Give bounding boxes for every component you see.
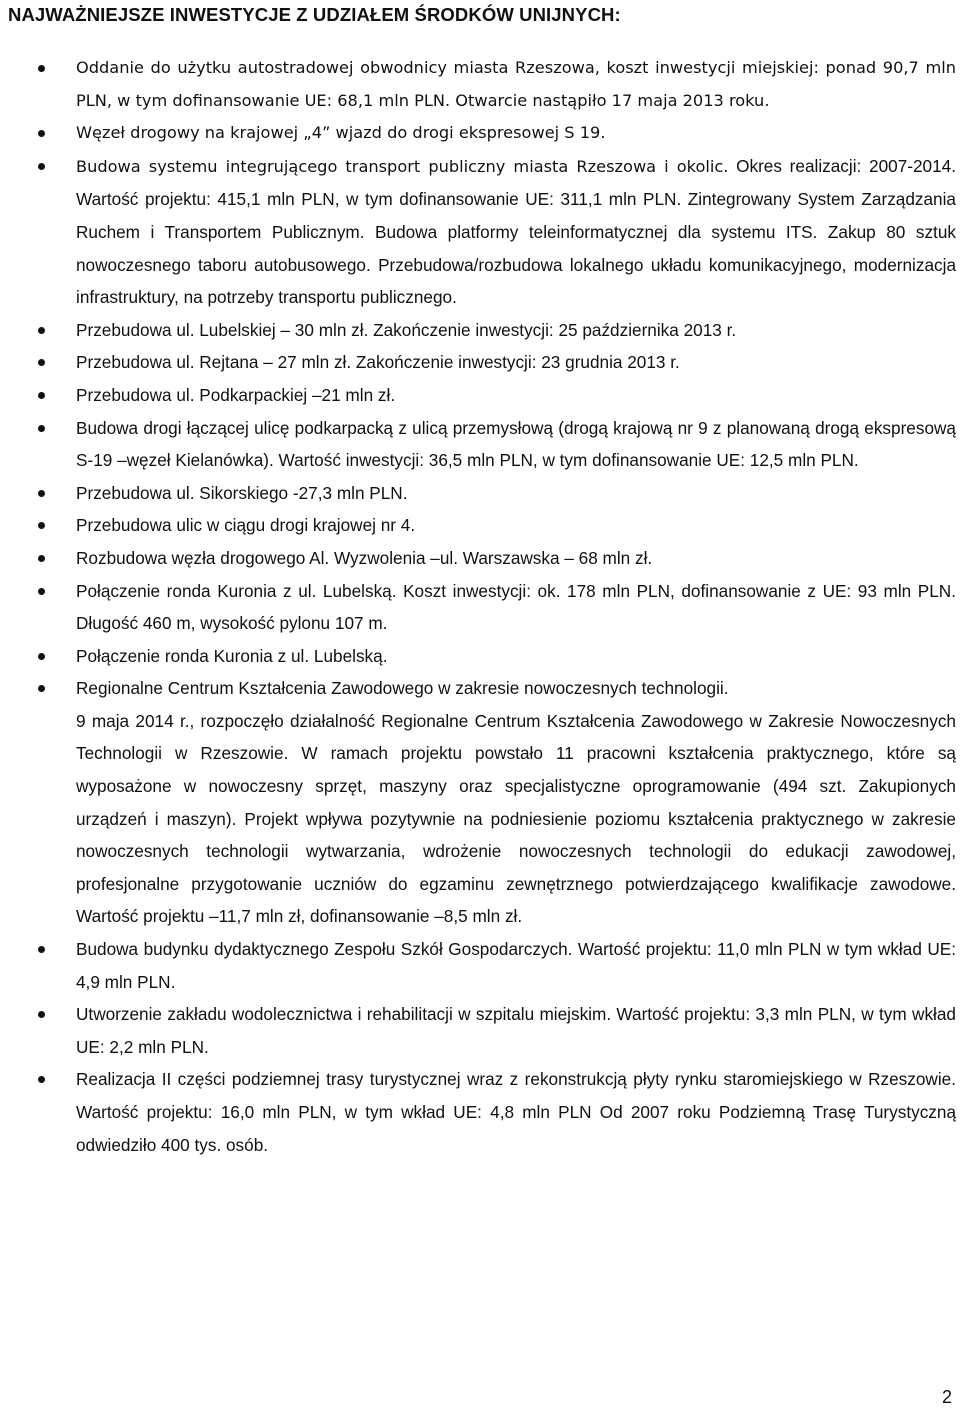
list-item-text: Regionalne Centrum Kształcenia Zawodowego w zakresie nowoczesnych technologii. [76,678,729,699]
list-item-text: Oddanie do użytku autostradowej obwodnicy miasta Rzeszowa, koszt inwestycji miejskiej: ponad 90,7 mln PLN, w tym dofinansowanie UE: 68,1 mln PLN. Otwarcie nastąpiło 17 maja 2013 roku. [76,58,956,110]
bullet-icon [38,588,45,595]
list-item [76,477,956,510]
list-item [76,117,956,150]
page-number: 2 [941,1387,952,1407]
list-item [76,509,956,542]
list-item [76,150,956,314]
list-item-text: Węzeł drogowy na krajowej „4” wjazd do drogi ekspresowej S 19. [76,123,606,143]
list-item [76,542,956,575]
bullet-icon [38,490,45,497]
bullet-icon [38,130,45,137]
list-item-text: Przebudowa ul. Lubelskiej – 30 mln zł. Zakończenie inwestycji: 25 października 2013 r. [76,319,737,340]
list-item [76,379,956,412]
list-item-text: Połączenie ronda Kuronia z ul. Lubelską. [76,645,388,666]
list-item-text: Realizacja II części podziemnej trasy turystycznej wraz z rekonstrukcją płyty rynku staromiejskiego w Rzeszowie. Wartość projektu: 16,0 mln PLN, w tym wkład UE: 4,8 mln PLN Od 2007 roku Podziemną Trasę Turystyczną odwiedziło 400 tys. osób. [76,1069,956,1155]
page-heading: NAJWAŻNIEJSZE INWESTYCJE Z UDZIAŁEM ŚRODKÓW UNIJNYCH: [8,4,621,25]
list-item-text: Budowa systemu integrującego transport publiczny miasta Rzeszowa i okolic. [76,156,729,176]
bullet-icon [38,653,45,660]
bullet-icon [38,1076,45,1083]
bullet-icon [38,359,45,366]
bullet-icon [38,425,45,432]
list-item [76,1063,956,1161]
bullet-icon [38,392,45,399]
bullet-icon [38,555,45,562]
list-item-detail: Okres realizacji: 2007-2014. Wartość projektu: 415,1 mln PLN, w tym dofinansowanie UE: 311,1 mln PLN. Zintegrowany System Zarządzania Ruchem i Transportem Publicznym. Budowa platformy teleinformatycznej dla systemu ITS. Zakup 80 sztuk nowoczesnego taboru autobusowego. Przebudowa/rozbudowa lokalnego układu komunikacyjnego, modernizacja infrastruktury, na potrzeby transportu publicznego. [76,155,956,308]
list-item [76,933,956,998]
list-item-text: Przebudowa ul. Rejtana – 27 mln zł. Zakończenie inwestycji: 23 grudnia 2013 r. [76,352,680,373]
list-item [76,672,956,933]
bullet-icon [38,685,45,692]
bullet-icon [38,946,45,953]
list-item-text: Połączenie ronda Kuronia z ul. Lubelską. Koszt inwestycji: ok. 178 mln PLN, dofinansowanie z UE: 93 mln PLN. Długość 460 m, wysokość pylonu 107 m. [76,580,956,634]
list-item [76,314,956,347]
list-item-text: Przebudowa ul. Sikorskiego -27,3 mln PLN. [76,482,408,503]
investment-list [76,52,956,1161]
list-item-text: Rozbudowa węzła drogowego Al. Wyzwolenia –ul. Warszawska – 68 mln zł. [76,547,653,568]
list-item-text: Przebudowa ul. Podkarpackiej –21 mln zł. [76,384,396,405]
bullet-icon [38,65,45,72]
list-item-text: Budowa drogi łączącej ulicę podkarpacką z ulicą przemysłową (drogą krajową nr 9 z planowaną drogą ekspresową S-19 –węzeł Kielanówka). Wartość inwestycji: 36,5 mln PLN, w tym dofinansowanie UE: 12,5 mln PLN. [76,417,956,471]
list-item-text: Przebudowa ulic w ciągu drogi krajowej nr 4. [76,515,416,536]
list-item [76,346,956,379]
list-item-text: Budowa budynku dydaktycznego Zespołu Szkół Gospodarczych. Wartość projektu: 11,0 mln PLN w tym wkład UE: 4,9 mln PLN. [76,939,956,992]
list-item [76,998,956,1063]
list-item-detail: 9 maja 2014 r., rozpoczęło działalność Regionalne Centrum Kształcenia Zawodowego w Zakresie Nowoczesnych Technologii w Rzeszowie. W ramach projektu powstało 11 pracowni kształcenia praktycznego, które są wyposażone w nowoczesny sprzęt, maszyny oraz specjalistyczne oprogramowanie (494 szt. Zakupionych urządzeń i maszyn). Projekt wpływa pozytywnie na podniesienie poziomu kształcenia praktycznego w zakresie nowoczesnych technologii wytwarzania, wdrożenie nowoczesnych technologii do edukacji zawodowej, profesjonalne przygotowanie uczniów do egzaminu zewnętrznego potwierdzającego kwalifikacje zawodowe. Wartość projektu –11,7 mln zł, dofinansowanie –8,5 mln zł. [76,710,956,927]
list-item [76,52,956,117]
bullet-icon [38,1011,45,1018]
bullet-icon [38,522,45,529]
list-item-text: Utworzenie zakładu wodolecznictwa i rehabilitacji w szpitalu miejskim. Wartość projektu: 3,3 mln PLN, w tym wkład UE: 2,2 mln PLN. [76,1004,956,1057]
list-item [76,575,956,640]
bullet-icon [38,163,45,170]
list-item [76,412,956,477]
list-item [76,640,956,673]
bullet-icon [38,327,45,334]
